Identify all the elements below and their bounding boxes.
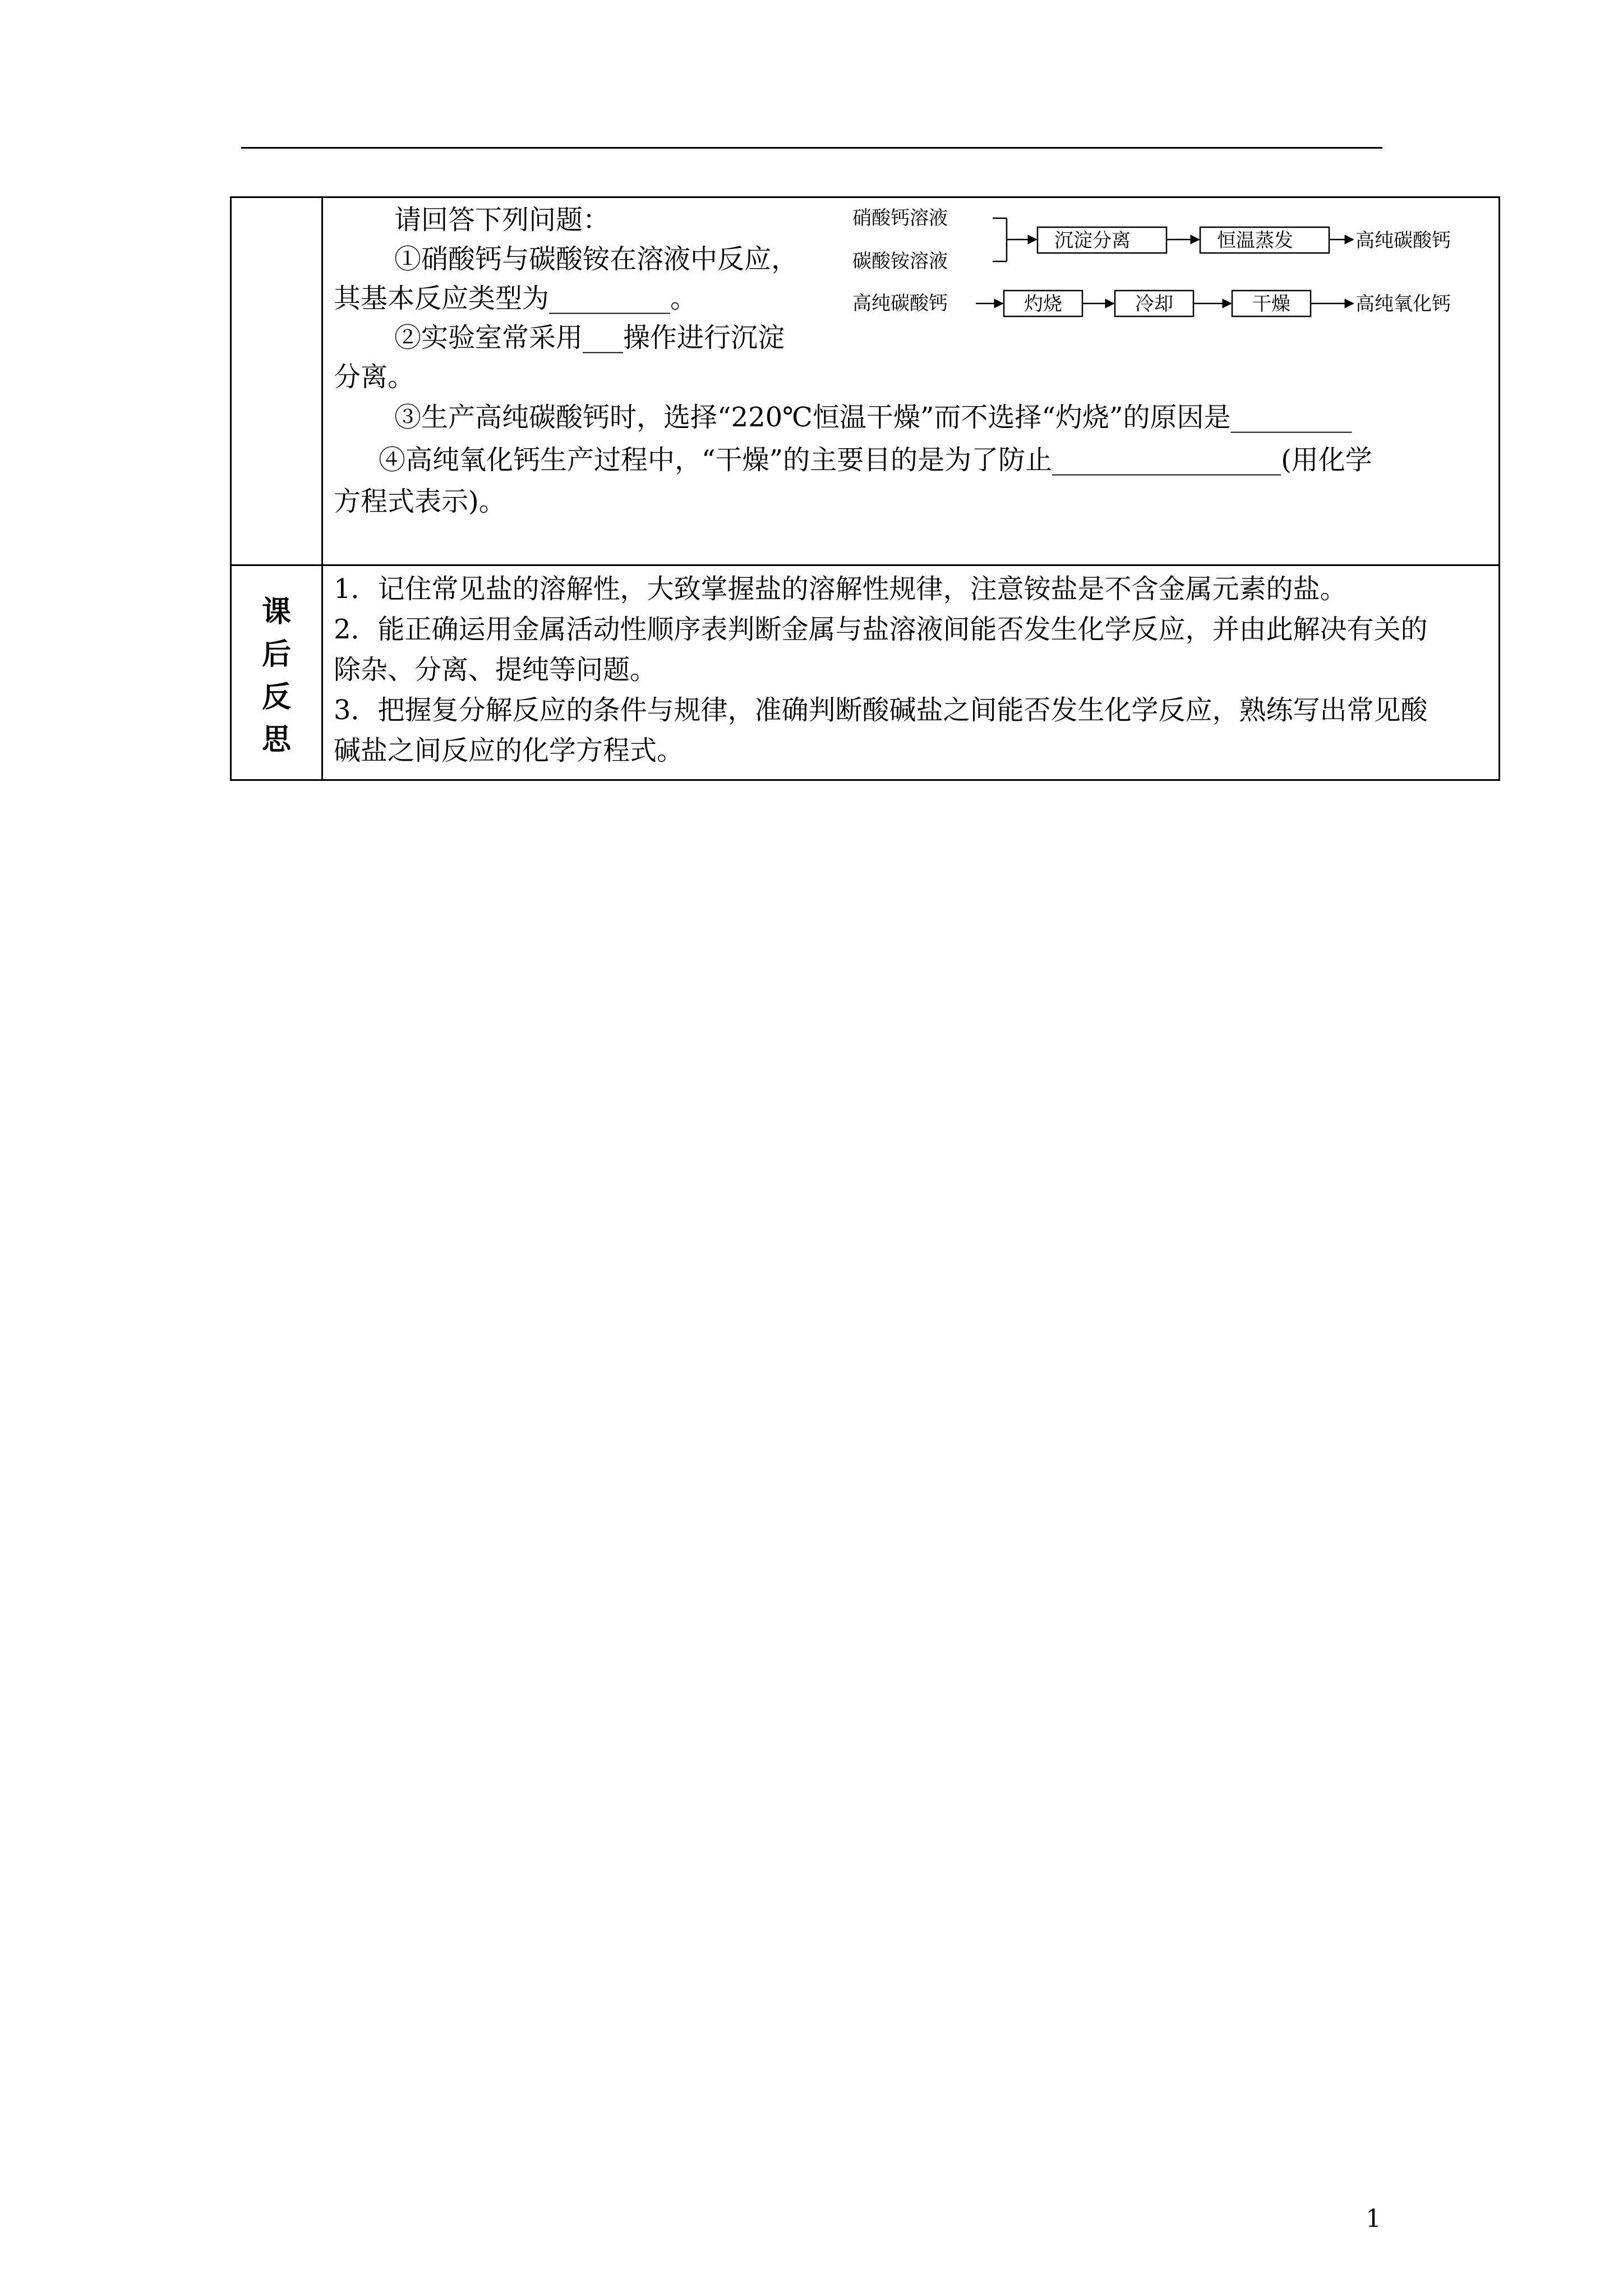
reflection-item-3-line-1: 3．把握复分解反应的条件与规律，准确判断酸碱盐之间能否发生化学反应，熟练写出常见酸 [334,694,1428,726]
questions-intro: 请回答下列问题： [394,204,610,236]
flow-product-high-purity-calcium-carbonate: 高纯碳酸钙 [1355,229,1451,252]
question-2-line-1: ②实验室常采用___操作进行沉淀 [394,322,785,353]
question-3: ③生产高纯碳酸钙时，选择“220℃恒温干燥”而不选择“灼烧”的原因是_________ [394,402,1352,433]
question-1-line-2: 其基本反应类型为_________。 [334,283,698,314]
reflection-label-char: 反 [261,680,291,714]
flow-start-high-purity-calcium-carbonate: 高纯碳酸钙 [852,292,948,315]
flow-step-precipitate-separation: 沉淀分离 [1054,229,1131,252]
reflection-item-2-line-1: 2．能正确运用金属活动性顺序表判断金属与盐溶液间能否发生化学反应，并由此解决有关的 [334,614,1428,645]
flow-product-high-purity-calcium-oxide: 高纯氧化钙 [1355,293,1451,315]
reflection-label-char: 思 [261,723,291,757]
reflection-label [260,591,293,761]
question-1-line-1: ①硝酸钙与碳酸铵在溶液中反应， [394,243,799,275]
table-column-divider [321,198,323,779]
header-rule [241,147,1382,149]
flow-step-cooling: 冷却 [1135,293,1173,315]
flow-step-calcination: 灼烧 [1024,293,1062,315]
flow-input-ammonium-carbonate: 碳酸铵溶液 [852,250,948,273]
table-row-divider [232,564,1498,566]
reflection-item-2-line-2: 除杂、分离、提纯等问题。 [334,654,657,685]
flow-input-calcium-nitrate: 硝酸钙溶液 [852,207,948,229]
question-4-line-2: 方程式表示)。 [334,486,506,517]
reflection-item-3-line-2: 碱盐之间反应的化学方程式。 [334,735,684,766]
reflection-label-char: 课 [261,595,291,629]
question-4-line-1: ④高纯氧化钙生产过程中，“干燥”的主要目的是为了防止_________________(用化学 [379,444,1372,476]
process-flowchart [852,205,1492,334]
flow-step-drying: 干燥 [1252,293,1290,315]
page-number: 1 [1366,2205,1381,2233]
reflection-item-1: 1．记住常见盐的溶解性，大致掌握盐的溶解性规律，注意铵盐是不含金属元素的盐。 [334,573,1347,605]
reflection-label-char: 后 [261,637,291,671]
question-2-line-2: 分离。 [334,361,415,393]
flow-step-constant-temp-evaporation: 恒温蒸发 [1217,229,1293,252]
